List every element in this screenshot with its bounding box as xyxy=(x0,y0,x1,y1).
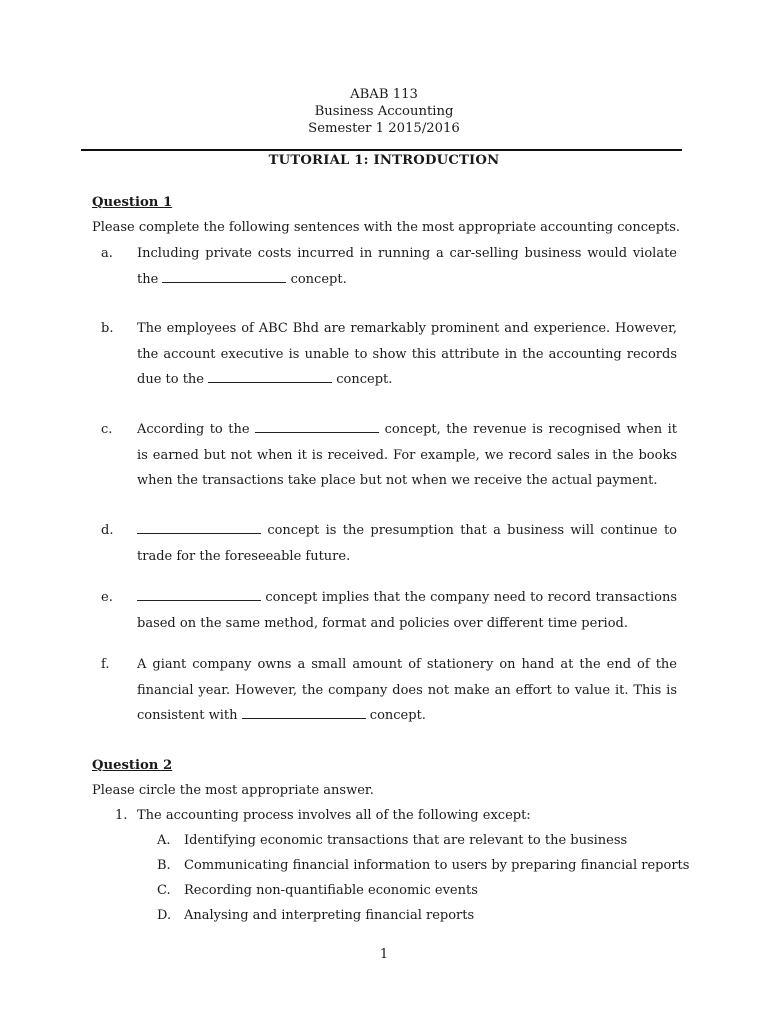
item-text: A giant company owns a small amount of stationery on hand at the end of the financial year. However, the company does not make an effort to value it. This is consistent with concept. xyxy=(137,657,677,723)
option-letter: C. xyxy=(157,883,171,898)
item-marker: d. xyxy=(101,523,114,538)
item-text: concept implies that the company need to record transactions based on the same method, format and policies over different time period. xyxy=(137,590,677,631)
question-2-heading: Question 2 xyxy=(92,758,173,773)
page-number: 1 xyxy=(379,947,389,962)
item-marker: a. xyxy=(101,246,113,261)
semester: Semester 1 2015/2016 xyxy=(308,121,460,136)
item-marker: e. xyxy=(101,590,113,605)
option-letter: B. xyxy=(157,858,171,873)
option-text: Recording non-quantifiable economic events xyxy=(184,883,478,898)
course-code: ABAB 113 xyxy=(350,87,418,102)
answer-blank xyxy=(242,706,366,719)
course-name: Business Accounting xyxy=(314,104,454,119)
item-text: According to the concept, the revenue is recognised when it is earned but not when it is received. For example, we record sales in the books when the transactions take place but not when we receive the actual payment. xyxy=(137,422,677,488)
page-title: TUTORIAL 1: INTRODUCTION xyxy=(268,153,500,168)
question-2-instruction: Please circle the most appropriate answer. xyxy=(92,783,374,798)
option-text: Communicating financial information to users by preparing financial reports xyxy=(184,858,690,873)
item-marker: b. xyxy=(101,321,114,336)
item-text: The employees of ABC Bhd are remarkably prominent and experience. However, the account executive is unable to show this attribute in the accounting records due to the concept. xyxy=(137,321,677,387)
question-1-heading: Question 1 xyxy=(92,195,173,210)
item-marker: c. xyxy=(101,422,113,437)
answer-blank xyxy=(162,270,286,283)
option-text: Analysing and interpreting financial reports xyxy=(184,908,475,923)
answer-blank xyxy=(255,420,379,433)
answer-blank xyxy=(137,588,261,601)
mcq-question: The accounting process involves all of the following except: xyxy=(137,808,531,823)
answer-blank xyxy=(208,370,332,383)
item-text: Including private costs incurred in running a car-selling business would violate the concept. xyxy=(137,246,677,287)
header-divider xyxy=(81,149,682,151)
question-1-instruction: Please complete the following sentences with the most appropriate accounting concepts. xyxy=(92,220,681,235)
answer-blank xyxy=(137,521,261,534)
item-marker: f. xyxy=(101,657,110,672)
option-letter: A. xyxy=(157,833,171,848)
option-letter: D. xyxy=(157,908,172,923)
option-text: Identifying economic transactions that are relevant to the business xyxy=(184,833,628,848)
mcq-number: 1. xyxy=(115,808,128,823)
item-text: concept is the presumption that a business will continue to trade for the foreseeable future. xyxy=(137,523,677,564)
